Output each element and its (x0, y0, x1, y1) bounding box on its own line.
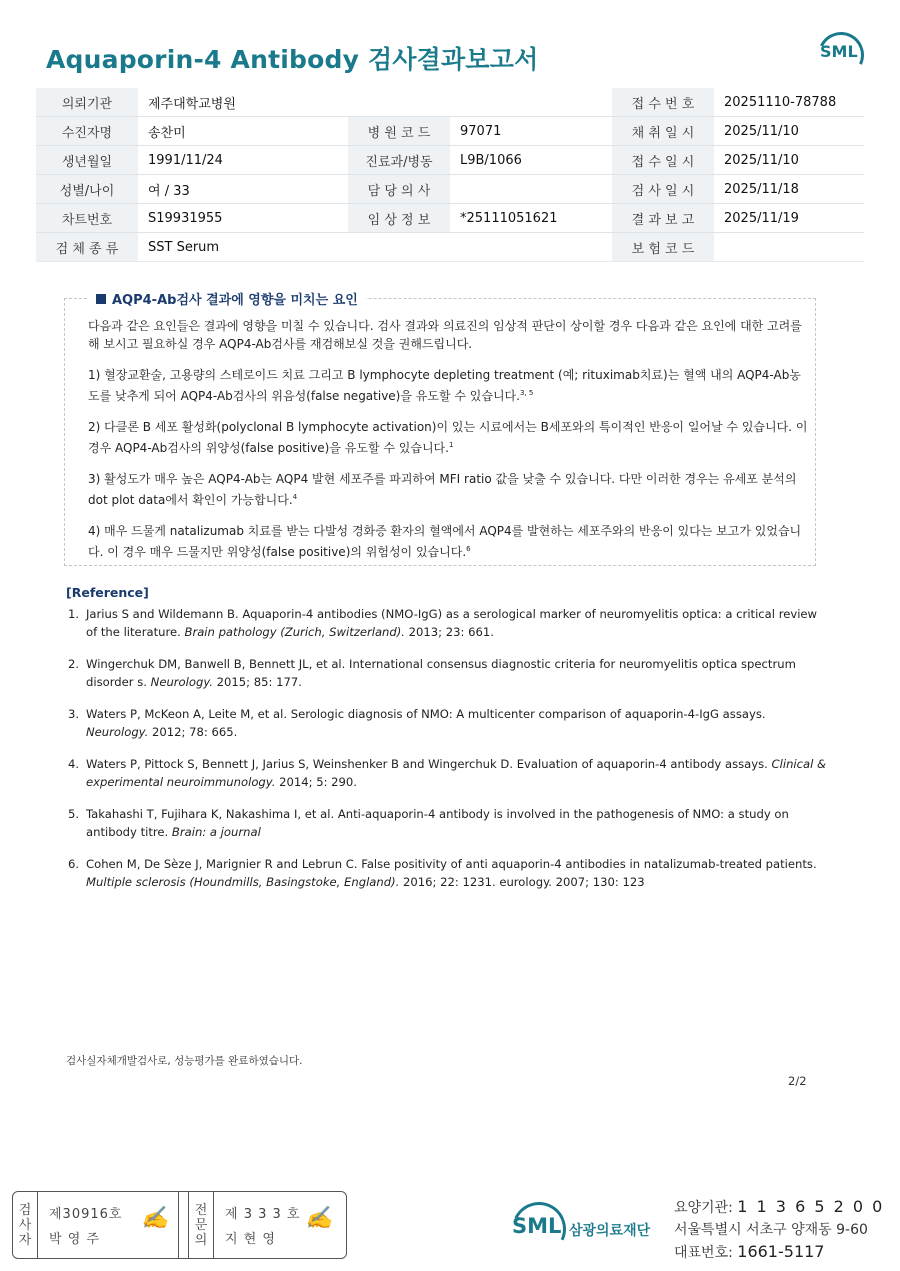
info-value: 송찬미 (138, 117, 348, 146)
specialist-license: 제 3 3 3 호 (225, 1207, 301, 1222)
info-value: 제주대학교병원 (138, 88, 348, 117)
tel-label: 대표번호: (674, 1245, 738, 1261)
info-label: 차트번호 (36, 204, 138, 233)
organization-name: 삼광의료재단 (569, 1223, 651, 1239)
reference-number: 5. (68, 807, 80, 821)
square-bullet-icon (96, 294, 106, 304)
info-label: 채 취 일 시 (612, 117, 714, 146)
examiner-name: 박 영 주 (49, 1232, 100, 1247)
factors-text (88, 318, 808, 575)
reference-body (86, 856, 828, 891)
reference-citation: 2012; 78: 665. (148, 724, 238, 739)
patient-info-table (36, 88, 864, 262)
signature-box (12, 1191, 347, 1259)
info-value: 20251110-78788 (714, 88, 864, 117)
reference-text: Jarius S and Wildemann B. Aquaporin-4 antibodies (NMO-IgG) as a serological marker of neuromyelitis optica: a critical review of the literature. (86, 607, 818, 639)
info-label: 검 체 종 류 (36, 233, 138, 262)
examiner-license: 제30916호 (49, 1207, 123, 1222)
examiner-label-char: 검 (18, 1202, 32, 1218)
info-value (450, 88, 612, 117)
reference-item (68, 656, 828, 691)
reference-number: 4. (68, 757, 80, 771)
info-value: L9B/1066 (450, 146, 612, 175)
factors-intro: 다음과 같은 요인들은 결과에 영향을 미칠 수 있습니다. 검사 결과와 의료진의 임상적 판단이 상이할 경우 다음과 같은 요인에 대한 고려를 해 보시고 필요하실 경우 AQP4-Ab검사를 재검해보실 것을 권해드립니다. (88, 319, 802, 351)
reference-journal: Multiple sclerosis (Houndmills, Basingstoke, England). (86, 874, 400, 889)
page-number: 2/2 (788, 1074, 807, 1088)
specialist-label-char: 문 (194, 1217, 208, 1233)
info-label: 병 원 코 드 (348, 117, 450, 146)
sml-footer-logo (510, 1200, 570, 1256)
factor-item-citation: 3, 5 (519, 388, 534, 397)
factor-item (88, 471, 808, 509)
factor-item-text: 4) 매우 드물게 natalizumab 치료를 받는 다발성 경화증 환자의 혈액에서 AQP4를 발현하는 세포주와의 반응이 있다는 보고가 있었습니다. 이 경우 매우 드물지만 위양성(false positive)의 위험성이 있습니다. (88, 524, 802, 559)
reference-citation: 2013; 23: 661. (404, 624, 494, 639)
specialist-name: 지 현 영 (225, 1232, 276, 1247)
reference-body (86, 806, 828, 841)
info-value: 2025/11/10 (714, 117, 864, 146)
reference-body (86, 606, 828, 641)
info-row (36, 233, 864, 262)
info-label: 결 과 보 고 (612, 204, 714, 233)
reference-journal: Brain: a journal (171, 824, 261, 839)
reference-journal: Neurology. (86, 724, 149, 739)
info-value: 1991/11/24 (138, 146, 348, 175)
agency-number: 1 1 3 6 5 2 0 0 (737, 1197, 885, 1216)
reference-list (68, 606, 828, 906)
reference-text: Waters P, McKeon A, Leite M, et al. Serologic diagnosis of NMO: A multicenter comparison of aquaporin-4-IgG assays. (86, 707, 766, 721)
info-value: *25111051621 (450, 204, 612, 233)
factor-item-citation: 1 (448, 440, 454, 449)
reference-title: [Reference] (66, 585, 149, 600)
info-value: SST Serum (138, 233, 348, 262)
examiner-label (13, 1192, 38, 1258)
info-label: 의뢰기관 (36, 88, 138, 117)
reference-item (68, 606, 828, 641)
info-label: 임 상 정 보 (348, 204, 450, 233)
reference-body (86, 656, 828, 691)
reference-number: 2. (68, 657, 80, 671)
factor-item-text: 2) 다클론 B 세포 활성화(polyclonal B lymphocyte activation)이 있는 시료에서는 B세포와의 특이적인 반응이 일어날 수 있습니다. 이 경우 AQP4-Ab검사의 위양성(false positive)을 유도할 수 있습니다. (88, 420, 808, 455)
info-label: 진료과/병동 (348, 146, 450, 175)
info-label: 성별/나이 (36, 175, 138, 204)
reference-item (68, 856, 828, 891)
info-row (36, 146, 864, 175)
info-label: 보 험 코 드 (612, 233, 714, 262)
factor-item-text: 3) 활성도가 매우 높은 AQP4-Ab는 AQP4 발현 세포주를 파괴하여 MFI ratio 값을 낮출 수 있습니다. 다만 이러한 경우는 유세포 분석의 dot plot data에서 확인이 가능합니다. (88, 472, 797, 507)
divider (178, 1192, 179, 1258)
sml-logo-text: SML (820, 42, 858, 61)
info-value: 97071 (450, 117, 612, 146)
tel-number: 1661-5117 (737, 1242, 825, 1261)
specialist-label (188, 1192, 214, 1258)
reference-item (68, 806, 828, 841)
reference-number: 3. (68, 707, 80, 721)
reference-item (68, 756, 828, 791)
info-value (714, 233, 864, 262)
reference-journal: Brain pathology (Zurich, Switzerland). (184, 624, 405, 639)
examiner-label-char: 사 (18, 1217, 32, 1233)
info-row (36, 88, 864, 117)
reference-citation: 2015; 85: 177. (212, 674, 302, 689)
factor-item-text: 1) 혈장교환술, 고용량의 스테로이드 치료 그리고 B lymphocyte depleting treatment (예; rituximab치료)는 혈액 내의 AQP4-Ab농도를 낮추게 되어 AQP4-Ab검사의 위음성(false negative)을 유도할 수 있습니다. (88, 368, 801, 403)
agency-label: 요양기관: (674, 1200, 738, 1216)
factor-item (88, 419, 808, 457)
info-value: 2025/11/10 (714, 146, 864, 175)
reference-number: 1. (68, 607, 80, 621)
validation-note: 검사실자체개발검사로, 성능평가를 완료하였습니다. (66, 1055, 303, 1067)
reference-item (68, 706, 828, 741)
info-label: 검 사 일 시 (612, 175, 714, 204)
info-row (36, 175, 864, 204)
info-label: 담 당 의 사 (348, 175, 450, 204)
reference-citation: 2014; 5: 290. (275, 774, 357, 789)
info-value (450, 233, 612, 262)
sml-logo (812, 28, 864, 76)
reference-journal: Neurology. (150, 674, 213, 689)
specialist-label-char: 의 (194, 1232, 208, 1248)
reference-body (86, 756, 828, 791)
info-value: 여 / 33 (138, 175, 348, 204)
examiner-signature: ✍ (141, 1206, 169, 1231)
info-value: 2025/11/18 (714, 175, 864, 204)
organization-info (674, 1196, 884, 1264)
sml-footer-logo-text: SML (512, 1214, 562, 1238)
reference-journal: Clinical & experimental neuroimmunology. (86, 757, 827, 789)
reference-text: Cohen M, De Sèze J, Marignier R and Lebrun C. False positivity of anti aquaporin-4 antibodies in natalizumab-treated patients. (86, 857, 817, 871)
info-value: S19931955 (138, 204, 348, 233)
examiner-label-char: 자 (18, 1232, 32, 1248)
factor-item (88, 523, 808, 561)
specialist-signature: ✍ (305, 1206, 333, 1231)
factors-heading-text: AQP4-Ab검사 결과에 영향을 미치는 요인 (112, 293, 358, 308)
info-label: 접 수 일 시 (612, 146, 714, 175)
info-label: 접 수 번 호 (612, 88, 714, 117)
reference-text: Wingerchuk DM, Banwell B, Bennett JL, et al. International consensus diagnostic criteria for neuromyelitis optica spectrum disorder s. (86, 657, 796, 689)
specialist-label-char: 전 (194, 1202, 208, 1218)
info-label: 수진자명 (36, 117, 138, 146)
reference-text: Waters P, Pittock S, Bennett J, Jarius S, Weinshenker B and Wingerchuk D. Evaluation of aquaporin-4 antibody assays. (86, 757, 772, 771)
reference-body (86, 706, 828, 741)
reference-citation: 2016; 22: 1231. eurology. 2007; 130: 123 (399, 874, 645, 889)
info-label (348, 233, 450, 262)
info-row (36, 204, 864, 233)
info-value (450, 175, 612, 204)
info-row (36, 117, 864, 146)
info-label: 생년월일 (36, 146, 138, 175)
reference-number: 6. (68, 857, 80, 871)
report-title: Aquaporin-4 Antibody 검사결과보고서 (46, 45, 539, 74)
reference-text: Takahashi T, Fujihara K, Nakashima I, et al. Anti-aquaporin-4 antibody is involved in the pathogenesis of NMO: a study on antibody titre. (86, 807, 789, 839)
factor-item (88, 367, 808, 405)
address: 서울특별시 서초구 양재동 9-60 (674, 1222, 868, 1238)
factors-heading (88, 289, 366, 308)
info-value: 2025/11/19 (714, 204, 864, 233)
factor-item-citation: 4 (292, 492, 298, 501)
info-label (348, 88, 450, 117)
factor-item-citation: 6 (466, 544, 471, 553)
